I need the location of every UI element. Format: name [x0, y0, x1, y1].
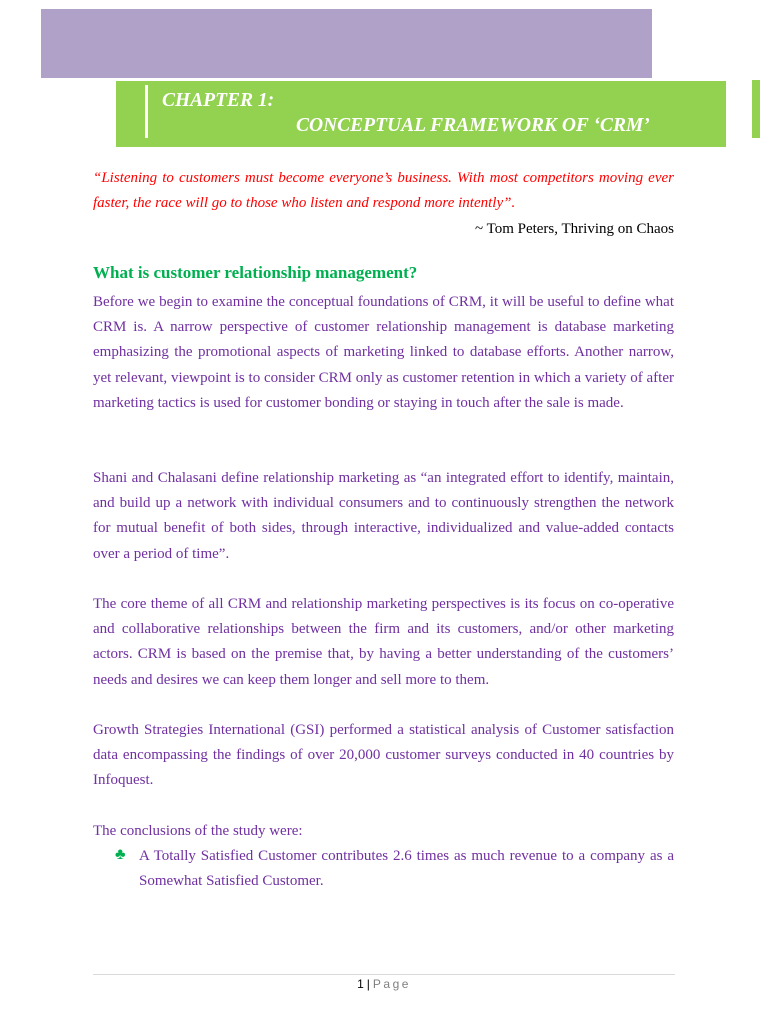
header-purple-bar [41, 9, 652, 78]
edge-tab-marker [752, 80, 760, 138]
footer-separator: | [366, 977, 370, 991]
paragraph-conclusions-intro: The conclusions of the study were: [93, 823, 303, 839]
chapter-title: CONCEPTUAL FRAMEWORK OF ‘CRM’ [296, 115, 650, 136]
paragraph-shani-chalasani: Shani and Chalasani define relationship marketing as “an integrated effort to identify, maintain, and build up a network with individual consumers and to continuously strengthen the network for mutual benefit of both sides, through interactive, individualized and value-added contacts over a period of time”. [93, 470, 674, 562]
paragraph-gsi-study: Growth Strategies International (GSI) performed a statistical analysis of Customer satisfaction data encompassing the findings of over 20,000 customer surveys conducted in 40 countries by Infoquest. [93, 722, 674, 789]
footer-divider [93, 974, 675, 975]
paragraph-core-theme: The core theme of all CRM and relationship marketing perspectives is its focus on co-operative and collaborative relationships between the firm and its customers, and/or other marketing actors. CRM is based on the premise that, by having a better understanding of the customers’ needs and desires we can keep them longer and sell more to them. [93, 596, 674, 688]
chapter-banner [116, 81, 726, 147]
page-label: Page [372, 977, 411, 991]
epigraph-quote: “Listening to customers must become everyone’s business. With most competitors moving ever faster, the race will go to those who listen and respond more intently”. [93, 170, 674, 211]
section-heading: What is customer relationship management? [93, 263, 418, 282]
chapter-number: CHAPTER 1: [162, 90, 275, 111]
banner-divider [145, 85, 148, 138]
paragraph-crm-definition: Before we begin to examine the conceptual foundations of CRM, it will be useful to define what CRM is. A narrow perspective of customer relationship management is database marketing emphasizing the promotional aspects of marketing linked to database efforts. Another narrow, yet relevant, viewpoint is to consider CRM only as customer retention in which a variety of after marketing tactics is used for customer bonding or staying in touch after the sale is made. [93, 294, 674, 411]
quote-attribution: ~ Tom Peters, Thriving on Chaos [474, 221, 674, 237]
page-number: 1 [357, 977, 364, 991]
page-footer [0, 977, 768, 991]
club-icon: ♣ [115, 846, 126, 863]
bullet-item: A Totally Satisfied Customer contributes 2.6 times as much revenue to a company as a Somewhat Satisfied Customer. [139, 848, 674, 890]
